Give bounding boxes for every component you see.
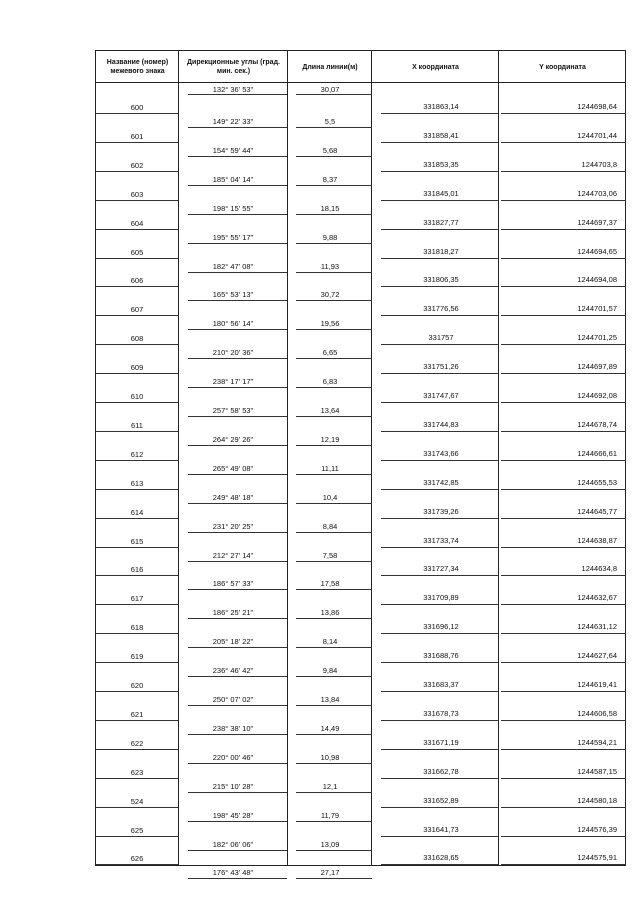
y-coordinate: 1244594,21 (577, 737, 617, 747)
row-rule (501, 373, 626, 374)
row-rule (381, 315, 498, 316)
segment-length: 13,09 (320, 839, 340, 849)
row-rule (501, 691, 626, 692)
y-coordinate: 1244703,06 (577, 188, 617, 198)
segment-length: 8,84 (322, 521, 338, 531)
row-rule (296, 300, 372, 301)
x-coordinate: 331671,19 (423, 737, 459, 747)
row-rule (96, 460, 178, 461)
row-rule (381, 113, 498, 114)
row-rule (188, 676, 287, 677)
row-rule (501, 807, 626, 808)
x-coordinate: 331662,78 (423, 766, 459, 776)
segment-length: 6,83 (322, 377, 338, 387)
x-coordinate: 331683,37 (423, 680, 459, 689)
segment-length: 11,11 (321, 463, 339, 473)
header-line-length: Длина линии(м) (302, 63, 358, 71)
row-rule (381, 229, 498, 230)
row-rule (96, 778, 178, 779)
point-name: 611 (131, 420, 143, 430)
row-rule (296, 676, 372, 677)
row-rule (96, 864, 178, 865)
x-coordinate: 331818,27 (423, 246, 459, 256)
point-name: 614 (130, 507, 144, 517)
segment-length: 5,5 (324, 117, 336, 126)
segment-angle: 264° 29' 26" (212, 434, 254, 444)
x-coordinate: 331827,77 (423, 217, 459, 227)
row-rule (188, 474, 287, 475)
row-rule (188, 358, 287, 359)
point-name: 602 (130, 160, 144, 170)
segment-length: 19,56 (320, 319, 340, 329)
row-rule (188, 243, 287, 244)
row-rule (501, 489, 626, 490)
row-rule (296, 445, 372, 446)
row-rule (188, 561, 287, 562)
segment-length: 30,07 (320, 85, 340, 94)
y-coordinate: 1244576,39 (577, 824, 617, 834)
segment-length: 10,98 (320, 752, 340, 762)
segment-length: 11,93 (320, 261, 340, 271)
row-rule (501, 258, 626, 259)
segment-angle: 176° 43' 48" (212, 868, 254, 878)
row-rule (381, 286, 498, 287)
row-rule (188, 185, 287, 186)
x-coordinate: 331806,35 (423, 275, 459, 285)
point-name: 610 (130, 392, 144, 401)
row-rule (188, 850, 287, 851)
x-coordinate: 331742,85 (423, 477, 459, 487)
y-coordinate: 1244619,41 (577, 680, 617, 689)
row-rule (188, 734, 287, 735)
row-rule (501, 113, 626, 114)
row-rule (96, 344, 178, 345)
x-coordinate: 331727,34 (423, 564, 459, 574)
y-coordinate: 1244634,8 (581, 564, 617, 574)
y-coordinate: 1244703,8 (581, 159, 617, 169)
x-coordinate: 331628,65 (423, 853, 459, 863)
row-rule (296, 387, 372, 388)
row-rule (96, 142, 178, 143)
row-rule (296, 589, 372, 590)
row-rule (188, 647, 287, 648)
segment-length: 30,72 (320, 290, 340, 300)
point-name: 604 (130, 218, 144, 228)
y-coordinate: 1244694,08 (577, 275, 617, 285)
row-rule (381, 518, 498, 519)
row-rule (296, 850, 372, 851)
point-name: 600 (130, 103, 144, 112)
row-rule (381, 662, 498, 663)
row-rule (381, 778, 498, 779)
y-coordinate: 1244645,77 (577, 506, 617, 516)
row-rule (96, 691, 178, 692)
x-coordinate: 331744,83 (423, 419, 459, 429)
point-name: 618 (130, 623, 144, 633)
y-coordinate: 1244666,61 (577, 448, 617, 458)
row-rule (96, 807, 178, 808)
y-coordinate: 1244587,15 (577, 766, 617, 776)
point-name: 606 (130, 276, 144, 286)
segment-length: 17,58 (320, 579, 340, 589)
row-rule (96, 315, 178, 316)
row-rule (96, 547, 178, 548)
point-name: 617 (130, 594, 144, 604)
row-rule (501, 778, 626, 779)
point-name: 601 (130, 131, 144, 141)
segment-length: 5,68 (322, 145, 338, 155)
row-rule (296, 358, 372, 359)
row-rule (381, 402, 498, 403)
x-coordinate: 331858,41 (423, 130, 459, 140)
row-rule (96, 431, 178, 432)
row-rule (381, 547, 498, 548)
row-rule (296, 561, 372, 562)
row-rule (188, 532, 287, 533)
row-rule (96, 171, 178, 172)
header-direction-angle: Дирекционные углы (град. мин. сек.) (187, 59, 280, 75)
row-rule (296, 647, 372, 648)
row-rule (296, 474, 372, 475)
coordinates-table (95, 50, 626, 878)
row-rule (96, 113, 178, 114)
row-rule (96, 836, 178, 837)
row-rule (188, 445, 287, 446)
y-coordinate: 1244631,12 (577, 622, 617, 632)
row-rule (296, 878, 372, 879)
x-coordinate: 331757 (428, 333, 454, 343)
x-coordinate: 331853,35 (423, 159, 459, 169)
row-rule (296, 618, 372, 619)
header-point-name: Название (номер) межевого знака (106, 59, 169, 75)
segment-length: 7,58 (322, 550, 338, 560)
segment-length: 18,15 (320, 203, 340, 213)
point-name: 619 (130, 652, 144, 662)
row-rule (188, 705, 287, 706)
row-rule (381, 489, 498, 490)
row-rule (501, 460, 626, 461)
segment-length: 6,65 (322, 348, 338, 358)
row-rule (188, 618, 287, 619)
row-rule (96, 402, 178, 403)
row-rule (501, 344, 626, 345)
segment-length: 13,84 (320, 695, 340, 704)
table-body (95, 83, 626, 878)
y-coordinate: 1244627,64 (577, 651, 617, 661)
segment-length: 27,17 (320, 868, 340, 878)
segment-length: 13,86 (320, 608, 340, 618)
row-rule (501, 431, 626, 432)
point-name: 608 (130, 334, 144, 344)
row-rule (96, 633, 178, 634)
segment-angle: 165° 53' 13" (212, 290, 254, 300)
segment-angle: 182° 47' 08" (212, 261, 254, 271)
row-rule (501, 286, 626, 287)
row-rule (381, 604, 498, 605)
segment-length: 9,84 (322, 666, 338, 676)
row-rule (188, 763, 287, 764)
row-rule (381, 691, 498, 692)
point-name: 605 (130, 247, 144, 257)
row-rule (96, 662, 178, 663)
point-name: 615 (130, 536, 144, 546)
segment-length: 9,88 (322, 232, 338, 242)
x-coordinate: 331739,26 (423, 506, 459, 516)
row-rule (501, 518, 626, 519)
row-rule (188, 792, 287, 793)
y-coordinate: 1244580,18 (577, 795, 617, 805)
row-rule (501, 662, 626, 663)
row-rule (381, 344, 498, 345)
row-rule (296, 94, 372, 95)
segment-angle: 198° 15' 55" (212, 203, 254, 213)
row-rule (96, 200, 178, 201)
row-rule (381, 836, 498, 837)
row-rule (296, 532, 372, 533)
segment-angle: 198° 45' 28" (212, 810, 254, 820)
y-coordinate: 1244692,08 (577, 391, 617, 400)
row-rule (501, 229, 626, 230)
row-rule (381, 142, 498, 143)
x-coordinate: 331751,26 (423, 362, 459, 372)
row-rule (188, 94, 287, 95)
row-rule (96, 720, 178, 721)
row-rule (188, 821, 287, 822)
point-name: 626 (130, 854, 144, 864)
row-rule (188, 329, 287, 330)
row-rule (188, 156, 287, 157)
row-rule (296, 705, 372, 706)
row-rule (296, 734, 372, 735)
row-rule (96, 518, 178, 519)
row-rule (96, 575, 178, 576)
segment-angle: 132° 36' 53" (212, 85, 254, 94)
row-rule (296, 243, 372, 244)
y-coordinate: 1244575,91 (577, 853, 617, 863)
row-rule (188, 878, 287, 879)
y-coordinate: 1244698,64 (577, 102, 617, 111)
y-coordinate: 1244701,44 (577, 130, 617, 140)
segment-length: 8,14 (322, 637, 338, 647)
segment-length: 13,64 (320, 406, 340, 415)
segment-length: 12,19 (320, 434, 340, 444)
row-rule (381, 864, 498, 865)
segment-length: 12,1 (322, 781, 338, 791)
point-name: 625 (130, 825, 144, 835)
row-rule (296, 792, 372, 793)
row-rule (501, 171, 626, 172)
segment-angle: 195° 55' 17" (212, 232, 254, 242)
row-rule (381, 575, 498, 576)
segment-angle: 236° 46' 42" (212, 666, 254, 676)
row-rule (501, 720, 626, 721)
row-rule (296, 821, 372, 822)
x-coordinate: 331652,89 (423, 795, 459, 805)
x-coordinate: 331776,56 (423, 304, 459, 314)
row-rule (381, 460, 498, 461)
segment-angle: 186° 57' 33" (212, 579, 254, 589)
table-header (95, 50, 626, 83)
row-rule (501, 575, 626, 576)
segment-angle: 212° 27' 14" (212, 550, 254, 560)
x-coordinate: 331678,73 (423, 708, 459, 718)
row-rule (381, 749, 498, 750)
x-coordinate: 331733,74 (423, 535, 459, 545)
y-coordinate: 1244697,37 (577, 217, 617, 227)
point-name: 603 (130, 189, 144, 199)
row-rule (381, 807, 498, 808)
row-rule (381, 258, 498, 259)
segment-angle: 215° 10' 28" (212, 781, 254, 791)
row-rule (501, 200, 626, 201)
point-name: 524 (130, 796, 144, 806)
row-rule (381, 200, 498, 201)
row-rule (188, 214, 287, 215)
x-coordinate: 331709,89 (423, 593, 459, 603)
header-y-coordinate: Y координата (539, 63, 586, 71)
segment-angle: 210° 20' 36" (212, 348, 254, 358)
x-coordinate: 331641,73 (423, 824, 459, 834)
segment-angle: 182° 06' 06" (212, 839, 254, 849)
row-rule (501, 604, 626, 605)
row-rule (381, 431, 498, 432)
row-rule (96, 373, 178, 374)
segment-angle: 238° 38' 10" (212, 723, 254, 733)
segment-angle: 154° 59' 44" (212, 145, 254, 155)
row-rule (188, 503, 287, 504)
row-rule (296, 416, 372, 417)
y-coordinate: 1244701,25 (577, 333, 617, 343)
segment-angle: 220° 00' 46" (212, 752, 254, 762)
row-rule (188, 589, 287, 590)
row-rule (501, 402, 626, 403)
row-rule (296, 127, 372, 128)
x-coordinate: 331696,12 (423, 622, 459, 632)
row-rule (296, 156, 372, 157)
point-name: 612 (130, 449, 144, 459)
row-rule (96, 749, 178, 750)
y-coordinate: 1244694,65 (577, 246, 617, 256)
row-rule (96, 229, 178, 230)
y-coordinate: 1244697,89 (577, 362, 617, 372)
point-name: 613 (130, 478, 144, 488)
segment-angle: 265° 49' 08" (212, 463, 254, 473)
row-rule (381, 633, 498, 634)
row-rule (501, 315, 626, 316)
y-coordinate: 1244678,74 (577, 419, 617, 429)
row-rule (296, 503, 372, 504)
point-name: 622 (130, 738, 144, 748)
row-rule (296, 214, 372, 215)
x-coordinate: 331688,76 (423, 651, 459, 661)
y-coordinate: 1244655,53 (577, 477, 617, 487)
row-rule (501, 633, 626, 634)
row-rule (96, 489, 178, 490)
segment-angle: 186° 25' 21" (212, 608, 254, 618)
point-name: 607 (130, 305, 144, 315)
row-rule (96, 286, 178, 287)
row-rule (96, 604, 178, 605)
row-rule (501, 836, 626, 837)
row-rule (381, 171, 498, 172)
row-rule (501, 864, 626, 865)
row-rule (96, 258, 178, 259)
row-rule (501, 749, 626, 750)
point-name: 621 (130, 709, 144, 719)
segment-angle: 185° 04' 14" (212, 174, 254, 184)
segment-angle: 238° 17' 17" (212, 377, 254, 387)
header-x-coordinate: X координата (412, 63, 459, 71)
row-rule (296, 329, 372, 330)
segment-angle: 205° 18' 22" (212, 637, 254, 647)
y-coordinate: 1244632,67 (577, 593, 617, 603)
row-rule (296, 272, 372, 273)
segment-angle: 180° 56' 14" (212, 319, 254, 329)
row-rule (188, 416, 287, 417)
segment-length: 14,49 (320, 723, 340, 733)
point-name: 616 (130, 565, 144, 575)
row-rule (501, 142, 626, 143)
row-rule (381, 373, 498, 374)
row-rule (188, 272, 287, 273)
y-coordinate: 1244606,58 (577, 708, 617, 718)
row-rule (188, 300, 287, 301)
x-coordinate: 331743,66 (423, 448, 459, 458)
row-rule (501, 547, 626, 548)
y-coordinate: 1244701,57 (577, 304, 617, 314)
segment-angle: 257° 58' 53" (212, 406, 254, 415)
x-coordinate: 331747,67 (423, 391, 459, 400)
segment-length: 11,79 (320, 810, 340, 820)
row-rule (188, 127, 287, 128)
row-rule (296, 185, 372, 186)
point-name: 609 (130, 363, 144, 373)
y-coordinate: 1244638,87 (577, 535, 617, 545)
segment-length: 10,4 (322, 492, 338, 502)
x-coordinate: 331845,01 (423, 188, 459, 198)
row-rule (296, 763, 372, 764)
row-rule (381, 720, 498, 721)
point-name: 623 (130, 767, 144, 777)
segment-angle: 149° 22' 33" (212, 117, 254, 126)
segment-length: 8,37 (322, 174, 338, 184)
row-rule (188, 387, 287, 388)
point-name: 620 (130, 681, 144, 690)
segment-angle: 249° 48' 18" (212, 492, 254, 502)
segment-angle: 231° 20' 25" (212, 521, 254, 531)
segment-angle: 250° 07' 02" (212, 695, 254, 704)
x-coordinate: 331863,14 (423, 102, 459, 111)
